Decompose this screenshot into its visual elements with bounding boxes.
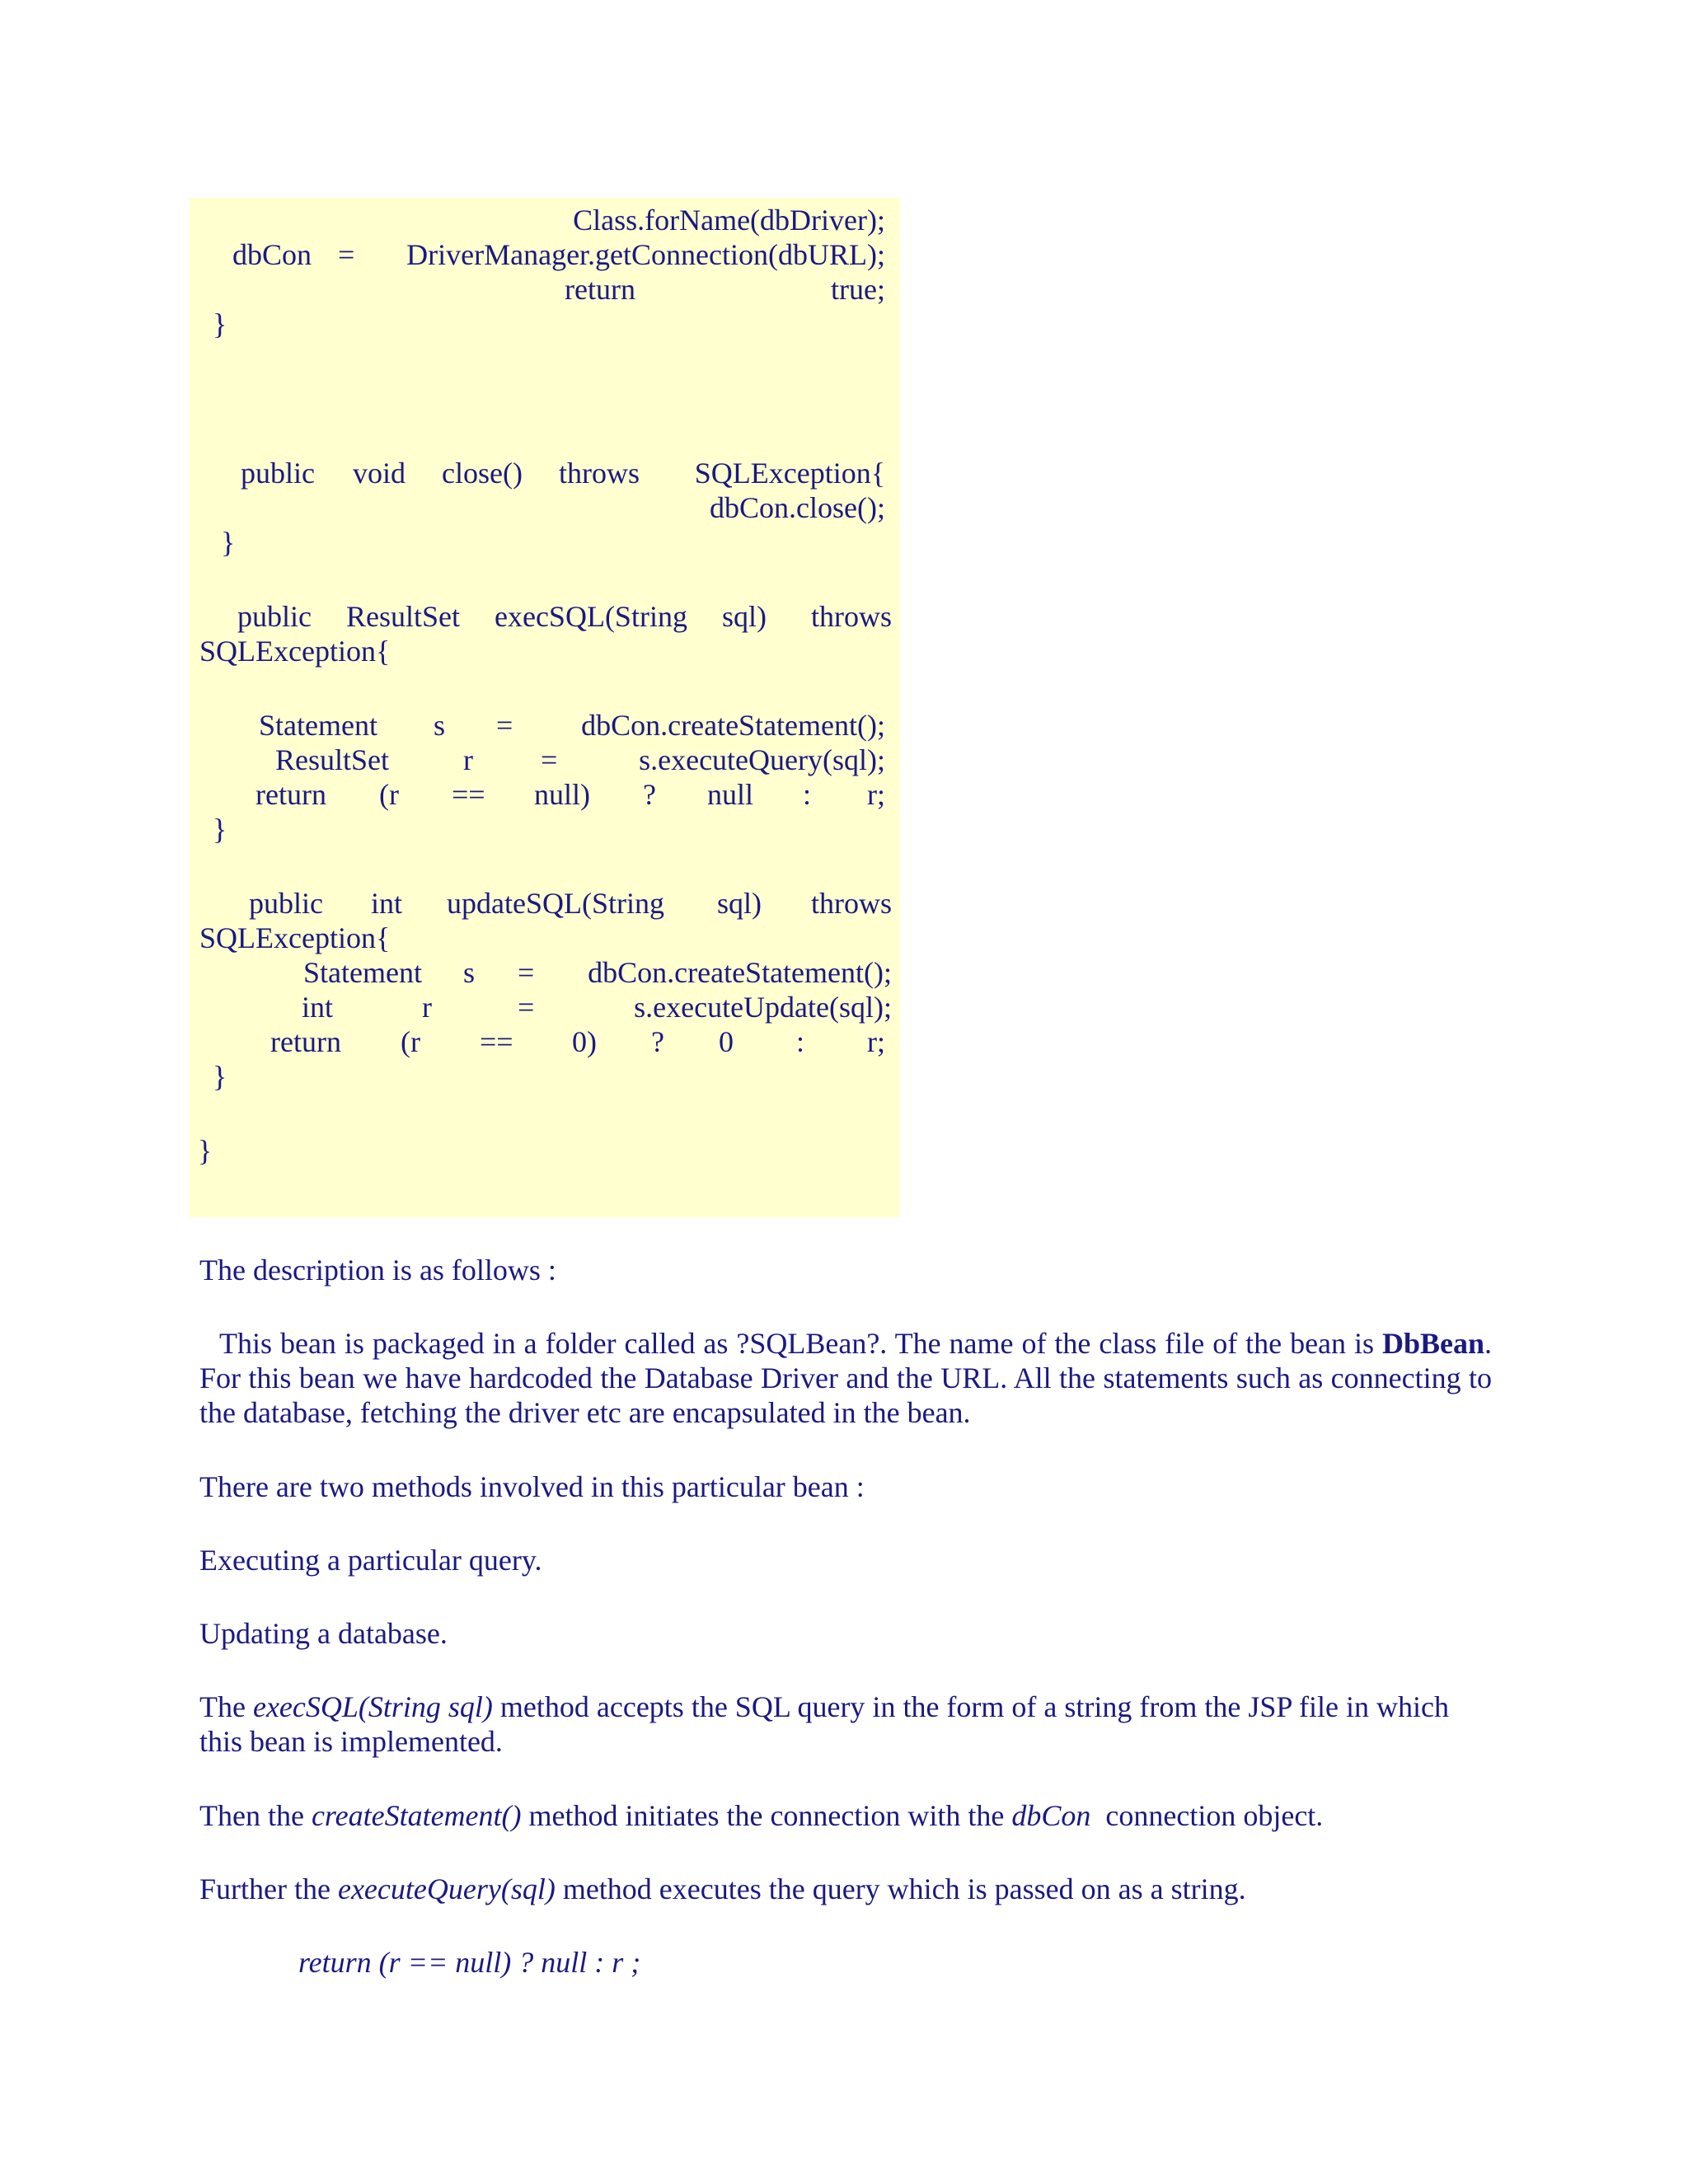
- code-line: }: [213, 1060, 227, 1093]
- paragraph: Updating a database.: [199, 1617, 448, 1650]
- code-line: dbCon.close();: [710, 491, 885, 524]
- paragraph: There are two methods involved in this particular bean :: [199, 1470, 865, 1503]
- code-line: SQLException{: [199, 921, 391, 954]
- code-line: }: [221, 526, 236, 559]
- bold-class-name: DbBean: [1381, 1327, 1485, 1360]
- paragraph: This bean is packaged in a folder called as ?SQLBean?. The name of the class file of the bean is DbBean. For this bean we have hardcoded the Database Driver and the URL. All the statements such as connecting to the database, fetching the driver etc are encapsulated in the bean.: [199, 1327, 1493, 1429]
- code-line: }: [213, 813, 227, 846]
- code-line: Class.forName(dbDriver);: [573, 204, 885, 237]
- code-line: SQLException{: [199, 635, 391, 668]
- code-line: }: [198, 1134, 213, 1167]
- paragraph: Then the createStatement() method initiates the connection with the dbCon connection object.: [199, 1799, 1324, 1832]
- paragraph: The execSQL(String sql) method accepts the SQL query in the form of a string from the JSP file in which this bean is implemented.: [199, 1690, 1449, 1758]
- code-listing: Class.forName(dbDriver); dbCon = DriverManager.getConnection(dbURL); return true; } public void close() throws SQLException{ dbCon.close(); } public ResultSet execSQL(String sql) throws SQLException{ Statement s = dbCon.createStatement(); ResultSet r = s.executeQuery(sql); return (r == null) ? null : r; } public int updateSQL(String sql) throws SQLException{ Statement s = dbCon.createStatement(); int r = s.executeUpdate(sql); return (r == 0) ? 0 : r; } }: [190, 198, 900, 1217]
- code-line: }: [213, 307, 227, 340]
- paragraph: Executing a particular query.: [199, 1544, 542, 1577]
- inline-code-statement: return (r == null) ? null : r ;: [298, 1946, 641, 1979]
- paragraph: The description is as follows :: [199, 1254, 556, 1286]
- paragraph: Further the executeQuery(sql) method executes the query which is passed on as a string.: [199, 1872, 1246, 1905]
